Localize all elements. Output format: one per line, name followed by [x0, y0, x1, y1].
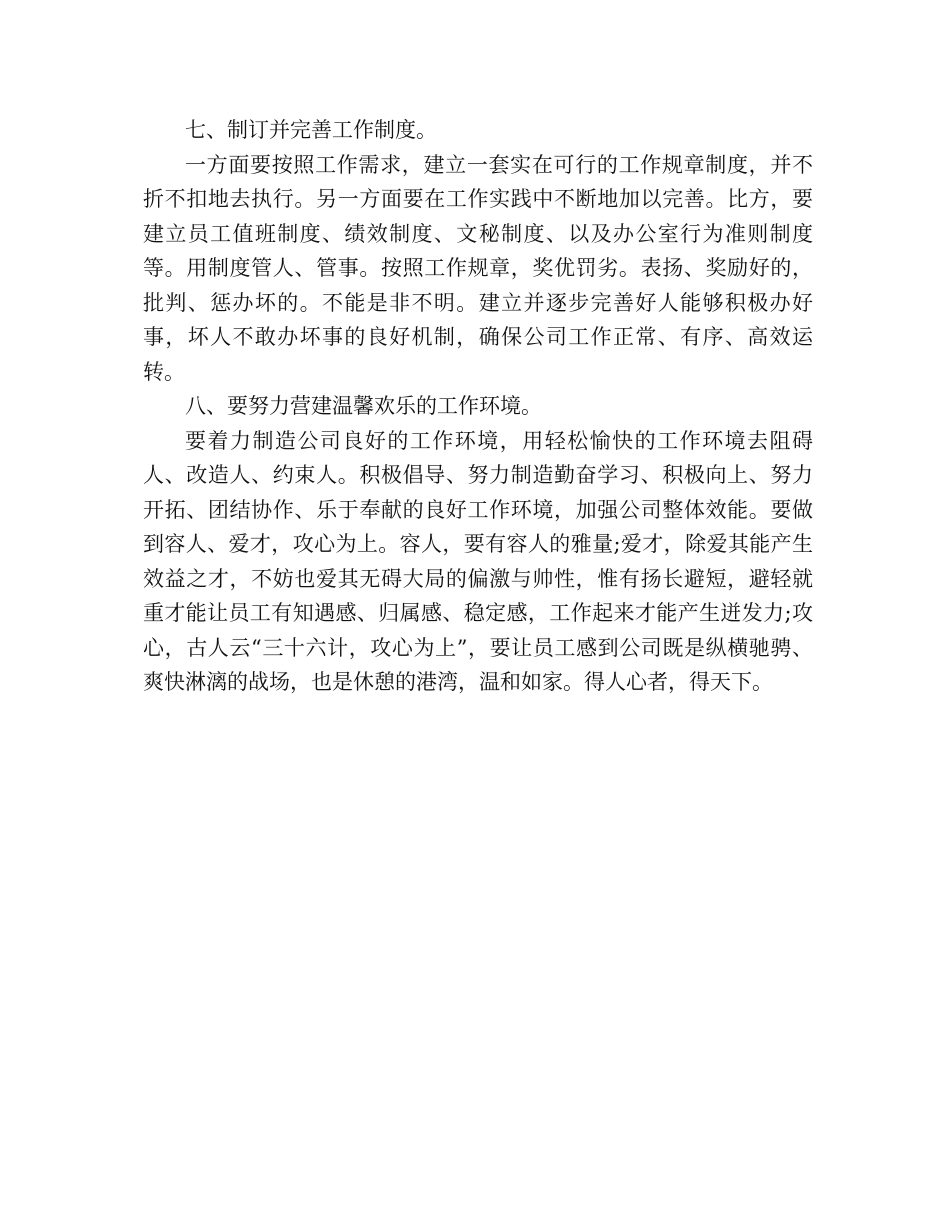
section-heading-7: 七、制订并完善工作制度。 [185, 118, 437, 142]
section-heading-8: 八、要努力营建温馨欢乐的工作环境。 [185, 394, 542, 418]
section-body-7: 一方面要按照工作需求，建立一套实在可行的工作规章制度，并不折不扣地去执行。另一方面要在工作实践中不断地加以完善。比方，要建立员工值班制度、绩效制度、文秘制度、以及办公室行为准则制度等。用制度管人、管事。按照工作规章，奖优罚劣。表扬、奖励好的，批判、惩办坏的。不能是非不明。建立并逐步完善好人能够积极办好事，坏人不敢办坏事的良好机制，确保公司工作正常、有序、高效运转。 [143, 152, 813, 384]
section-body-8: 要着力制造公司良好的工作环境，用轻松愉快的工作环境去阻碍人、改造人、约束人。积极倡导、努力制造勤奋学习、积极向上、努力开拓、团结协作、乐于奉献的良好工作环境，加强公司整体效能。要做到容人、爱才，攻心为上。容人，要有容人的雅量;爱才，除爱其能产生效益之才，不妨也爱其无碍大局的偏激与帅性，惟有扬长避短，避轻就重才能让员工有知遇感、归属感、稳定感，工作起来才能产生迸发力;攻心，古人云“三十六计，攻心为上”，要让员工感到公司既是纵横驰骋、爽快淋漓的战场，也是休憩的港湾，温和如家。得人心者，得天下。 [143, 428, 813, 694]
document-page [143, 113, 813, 700]
